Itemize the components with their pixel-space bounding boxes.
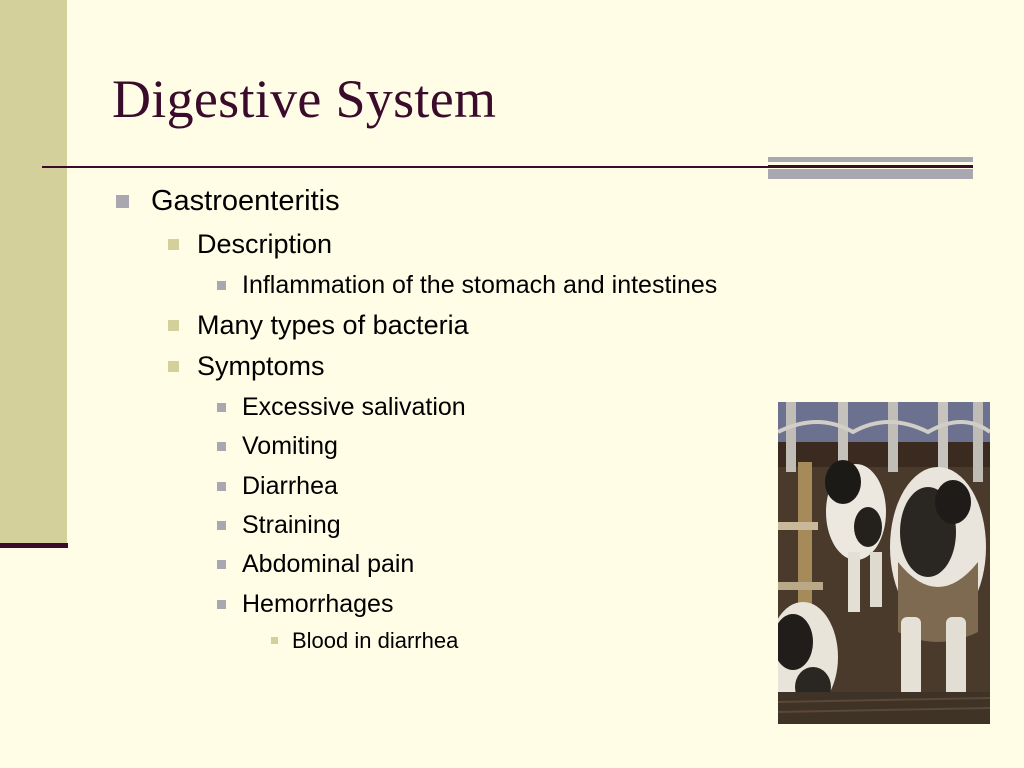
symptom-item [242,393,466,422]
square-bullet-icon [217,560,226,569]
bullet-bacteria [197,310,469,341]
square-bullet-icon [217,482,226,491]
square-bullet-icon [168,320,179,331]
square-bullet-icon [217,281,226,290]
bullet-text: Description [197,229,333,259]
title-underline [42,166,772,168]
bullet-text: Vomiting [242,432,338,460]
symptom-item [242,550,414,579]
bullet-text: Symptoms [197,351,325,381]
symptom-item [242,511,341,540]
square-bullet-icon [217,600,226,609]
symptom-item [242,472,338,501]
square-bullet-icon [168,239,179,250]
bullet-text: Gastroenteritis [151,185,340,217]
bullet-inflammation [242,271,717,300]
symptom-item [242,432,338,461]
slide-title: Digestive System [112,69,497,129]
bullet-text: Diarrhea [242,472,338,500]
left-band-rule [0,543,68,548]
bullet-text: Blood in diarrhea [292,628,459,653]
bullet-text: Straining [242,511,341,539]
square-bullet-icon [217,403,226,412]
bullet-text: Excessive salivation [242,393,466,421]
square-bullet-icon [217,521,226,530]
bullet-symptoms [197,351,325,382]
accent-bars [768,157,973,179]
bullet-text: Hemorrhages [242,590,394,618]
square-bullet-icon [116,195,129,208]
bullet-description [197,229,332,260]
calves-photo [778,402,990,724]
bullet-text: Many types of bacteria [197,310,469,340]
symptom-item [242,590,393,619]
left-decorative-band [0,0,67,543]
bullet-gastroenteritis [151,185,340,218]
square-bullet-icon [271,637,278,644]
square-bullet-icon [168,361,179,372]
bullet-text: Inflammation of the stomach and intestines [242,271,718,299]
bullet-blood-detail [292,628,458,654]
bullet-text: Abdominal pain [242,550,415,578]
square-bullet-icon [217,442,226,451]
